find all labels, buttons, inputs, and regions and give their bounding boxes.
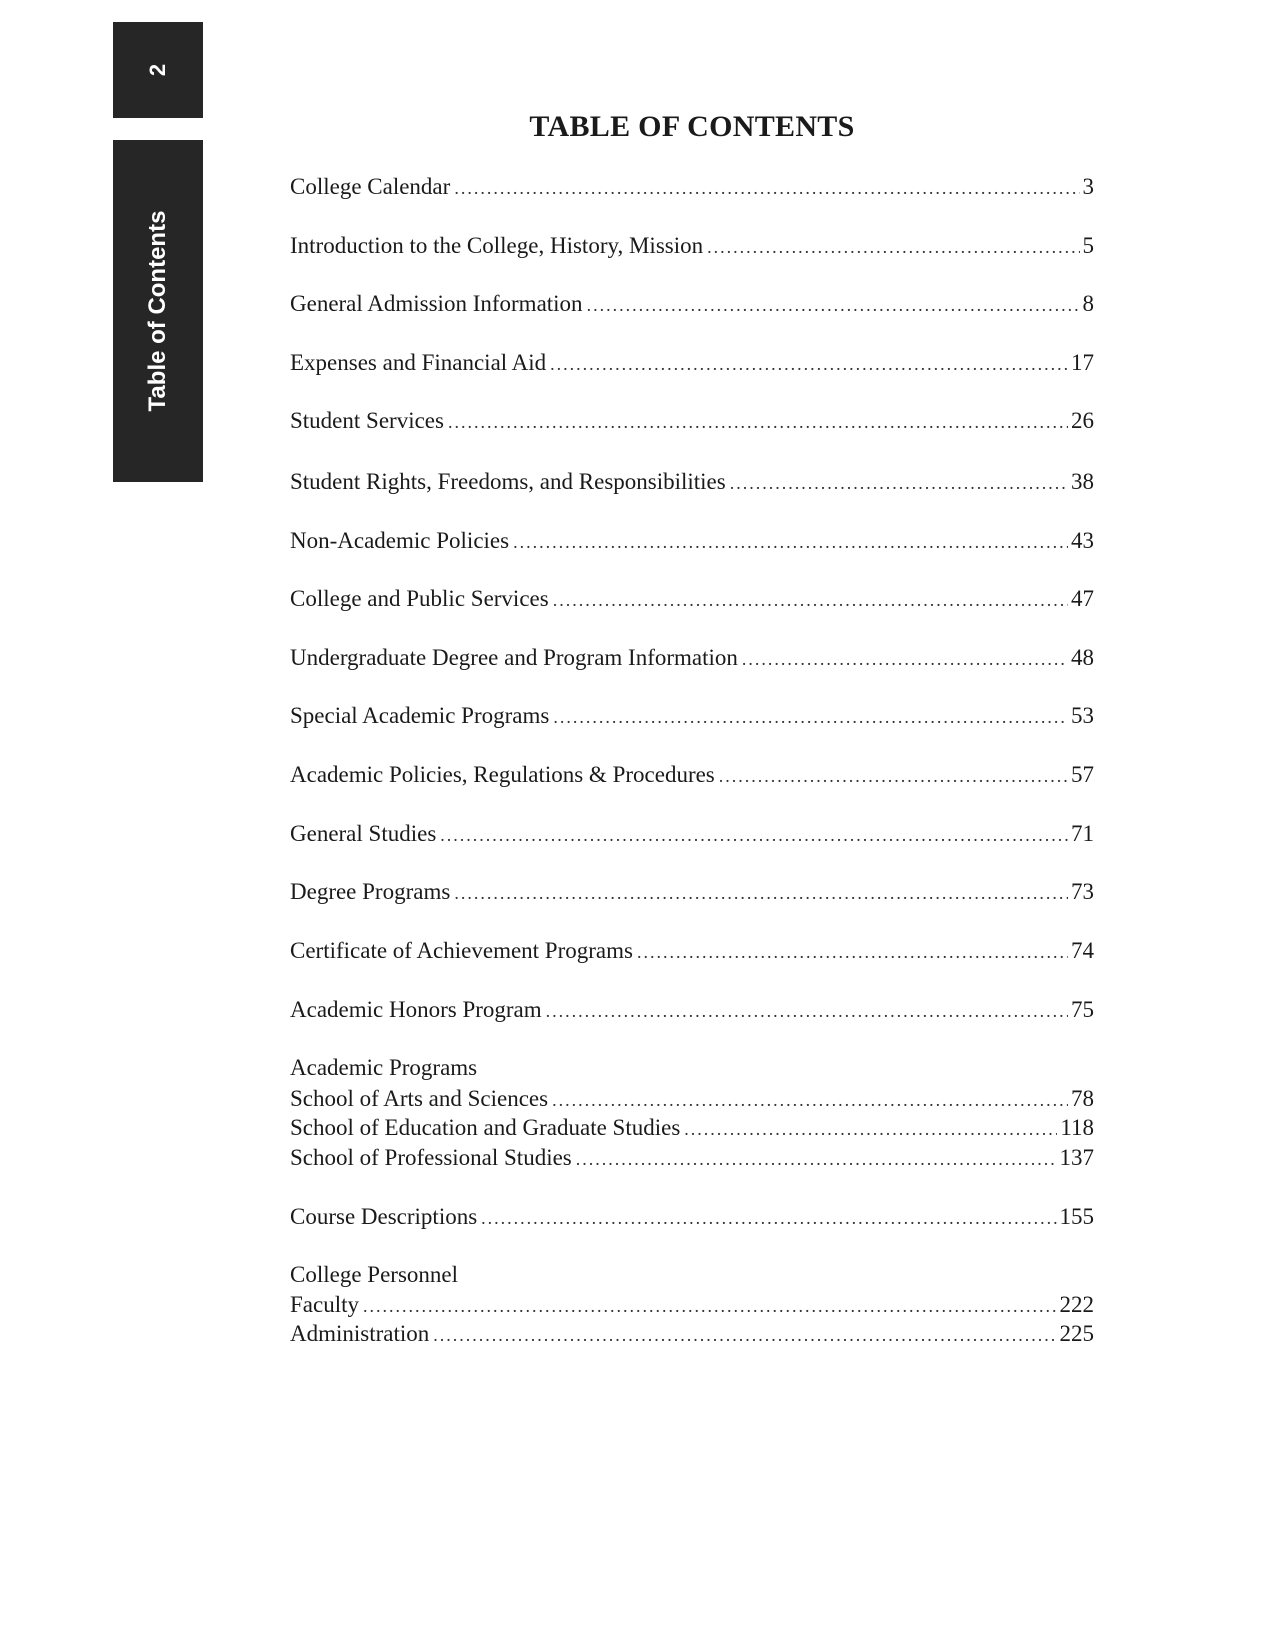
toc-entry-page: 53 — [1071, 703, 1094, 728]
dot-leader — [440, 820, 1068, 850]
dot-leader — [363, 1291, 1057, 1321]
toc-entry-page: 225 — [1059, 1321, 1094, 1346]
toc-entry-label: College and Public Services — [290, 586, 549, 611]
page-title: TABLE OF CONTENTS — [529, 110, 855, 143]
toc-entry-page: 155 — [1059, 1204, 1094, 1229]
toc-entry-page: 5 — [1082, 233, 1094, 258]
toc-entry-page: 71 — [1071, 821, 1094, 846]
toc-entry-special-academic[interactable] — [290, 701, 1094, 731]
dot-leader — [742, 644, 1068, 674]
toc-entry-non-academic-policies[interactable] — [290, 526, 1094, 556]
toc-entry-page: 48 — [1071, 645, 1094, 670]
toc-entry-label: Student Rights, Freedoms, and Responsibilities — [290, 469, 726, 494]
toc-entry-label: Special Academic Programs — [290, 703, 550, 728]
toc-entry-label: Course Descriptions — [290, 1204, 478, 1229]
toc-entry-page: 43 — [1071, 528, 1094, 553]
dot-leader — [707, 232, 1079, 262]
toc-entry-page: 3 — [1082, 174, 1094, 199]
dot-leader — [454, 878, 1068, 908]
toc-entry-page: 118 — [1060, 1115, 1094, 1140]
toc-entry-honors-program[interactable] — [290, 995, 1094, 1025]
toc-entry-degree-programs[interactable] — [290, 877, 1094, 907]
toc-entry-label: School of Arts and Sciences — [290, 1086, 549, 1111]
page-number-tab — [113, 22, 203, 118]
dot-leader — [576, 1144, 1057, 1174]
section-tab-label: Table of Contents — [144, 210, 171, 412]
toc-entry-page: 38 — [1071, 469, 1094, 494]
dot-leader — [454, 173, 1079, 203]
toc-entry-undergraduate-degree[interactable] — [290, 643, 1094, 673]
dot-leader — [730, 468, 1068, 498]
toc-entry-label: School of Education and Graduate Studies — [290, 1115, 681, 1140]
toc-entry-page: 73 — [1071, 879, 1094, 904]
toc-entry-page: 57 — [1071, 762, 1094, 787]
toc-entry-education-graduate[interactable] — [290, 1113, 1094, 1143]
toc-heading-academic-programs: Academic Programs — [290, 1055, 478, 1080]
toc-entry-page: 8 — [1082, 291, 1094, 316]
dot-leader — [719, 761, 1068, 791]
dot-leader — [553, 585, 1068, 615]
toc-entry-label: Undergraduate Degree and Program Information — [290, 645, 738, 670]
toc-entry-label: Academic Policies, Regulations & Procedures — [290, 762, 715, 787]
dot-leader — [513, 527, 1068, 557]
toc-entry-page: 137 — [1059, 1145, 1094, 1170]
toc-entry-administration[interactable] — [290, 1319, 1094, 1349]
toc-entry-course-descriptions[interactable] — [290, 1202, 1094, 1232]
toc-entry-arts-sciences[interactable] — [290, 1084, 1094, 1114]
dot-leader — [550, 349, 1068, 379]
dot-leader — [481, 1203, 1056, 1233]
dot-leader — [587, 290, 1080, 320]
toc-entry-page: 47 — [1071, 586, 1094, 611]
section-tab — [113, 140, 203, 482]
toc-entry-page: 17 — [1071, 350, 1094, 375]
toc-entry-label: Administration — [290, 1321, 430, 1346]
toc-entry-label: General Studies — [290, 821, 437, 846]
toc-entry-professional-studies[interactable] — [290, 1143, 1094, 1173]
toc-entry-certificate-programs[interactable] — [290, 936, 1094, 966]
dot-leader — [546, 996, 1068, 1026]
dot-leader — [552, 1085, 1068, 1115]
toc-entry-label: School of Professional Studies — [290, 1145, 572, 1170]
toc-entry-general-admission[interactable] — [290, 289, 1094, 319]
toc-entry-expenses[interactable] — [290, 348, 1094, 378]
toc-entry-label: Degree Programs — [290, 879, 451, 904]
toc-entry-page: 74 — [1071, 938, 1094, 963]
toc-heading-college-personnel: College Personnel — [290, 1262, 458, 1287]
toc-entry-page: 75 — [1071, 997, 1094, 1022]
toc-entry-page: 26 — [1071, 408, 1094, 433]
toc-entry-page: 78 — [1071, 1086, 1094, 1111]
dot-leader — [448, 407, 1068, 437]
toc-entry-label: Academic Honors Program — [290, 997, 542, 1022]
toc-entry-college-calendar[interactable] — [290, 172, 1094, 202]
toc-entry-label: Introduction to the College, History, Mission — [290, 233, 704, 258]
toc-entry-student-rights[interactable] — [290, 467, 1094, 497]
toc-entry-faculty[interactable] — [290, 1290, 1094, 1320]
toc-entry-introduction[interactable] — [290, 231, 1094, 261]
page-number: 2 — [145, 63, 170, 77]
toc-entry-student-services[interactable] — [290, 406, 1094, 436]
toc-entry-label: Student Services — [290, 408, 444, 433]
toc-entry-page: 222 — [1059, 1292, 1094, 1317]
toc-entry-label: Expenses and Financial Aid — [290, 350, 547, 375]
dot-leader — [433, 1320, 1056, 1350]
toc-entry-label: Certificate of Achievement Programs — [290, 938, 633, 963]
dot-leader — [637, 937, 1068, 967]
toc-entry-academic-policies[interactable] — [290, 760, 1094, 790]
toc-entry-label: General Admission Information — [290, 291, 583, 316]
toc-entry-label: Non-Academic Policies — [290, 528, 510, 553]
toc-entry-label: Faculty — [290, 1292, 359, 1317]
toc-entry-college-public-services[interactable] — [290, 584, 1094, 614]
dot-leader — [553, 702, 1068, 732]
toc-entry-general-studies[interactable] — [290, 819, 1094, 849]
dot-leader — [684, 1114, 1057, 1144]
toc-entry-label: College Calendar — [290, 174, 451, 199]
